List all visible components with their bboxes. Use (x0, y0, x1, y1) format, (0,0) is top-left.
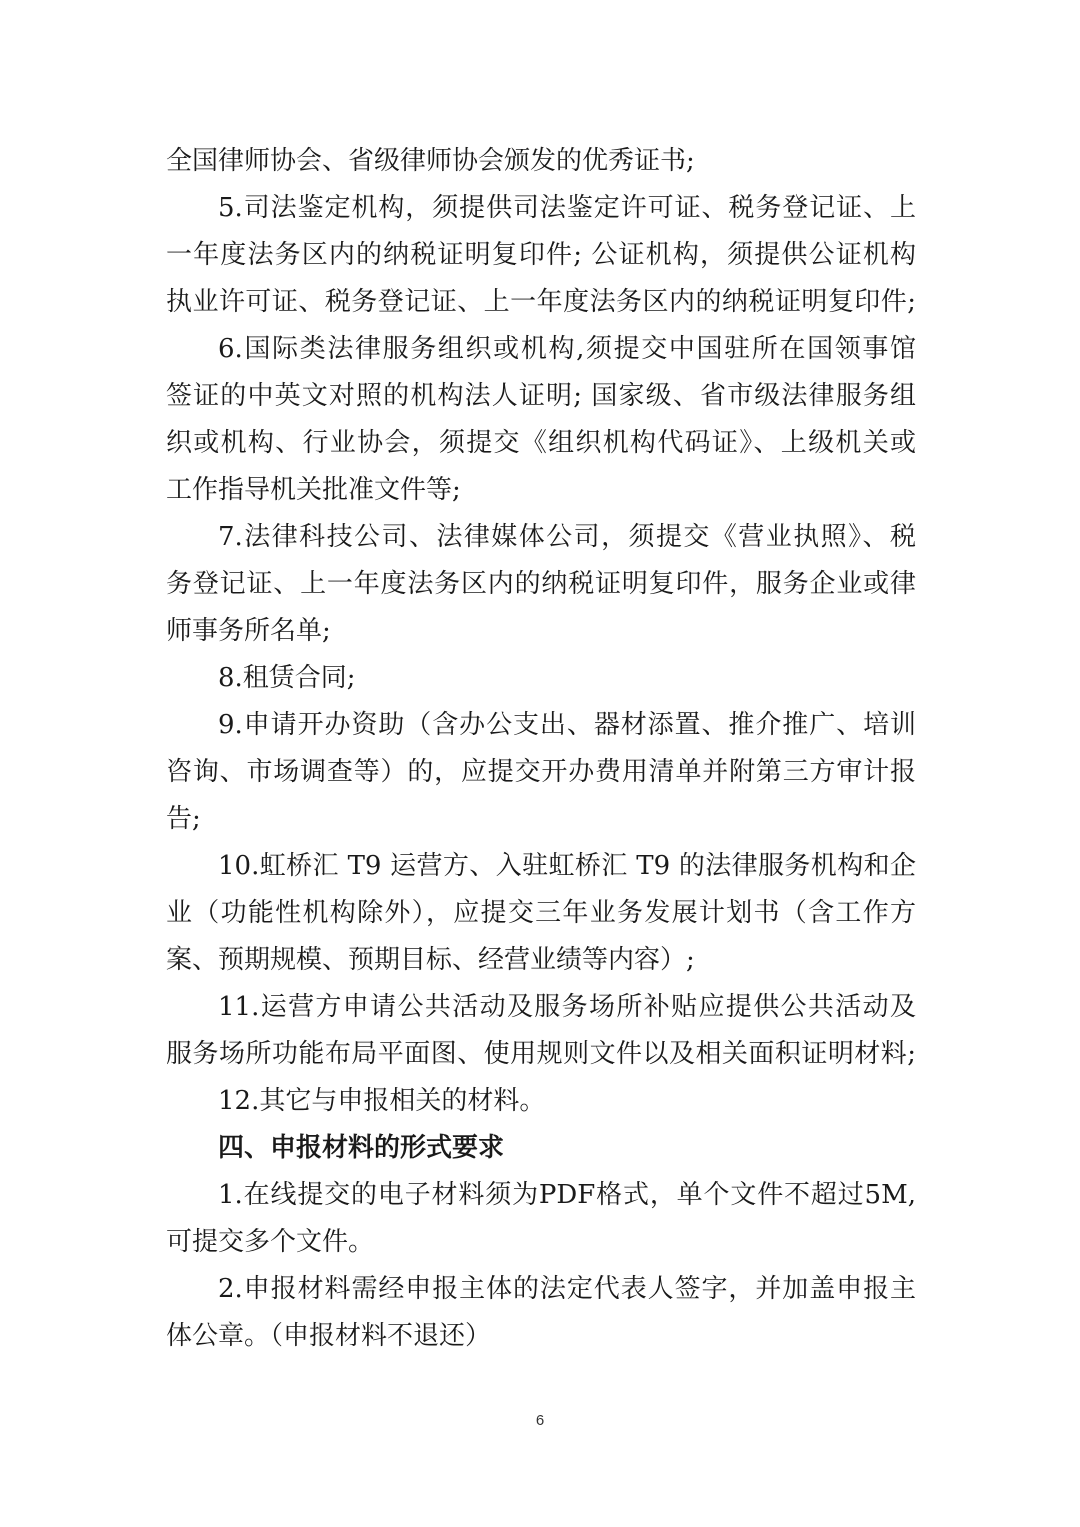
list-item-11: 11.运营方申请公共活动及服务场所补贴应提供公共活动及 (218, 992, 916, 1022)
text-line: 咨询、市场调查等）的，应提交开办费用清单并附第三方审计报 (166, 757, 916, 787)
text-line: 可提交多个文件。 (166, 1227, 375, 1257)
list-item-7: 7.法律科技公司、法律媒体公司，须提交《营业执照》、税 (218, 522, 916, 552)
text-line: 业（功能性机构除外），应提交三年业务发展计划书（含工作方 (166, 898, 916, 928)
section-heading: 四、申报材料的形式要求 (218, 1133, 505, 1163)
text-line: 全国律师协会、省级律师协会颁发的优秀证书; (166, 146, 695, 176)
text-line: 织或机构、行业协会，须提交《组织机构代码证》、上级机关或 (166, 428, 916, 458)
list-item-2: 2.申报材料需经申报主体的法定代表人签字，并加盖申报主 (218, 1274, 916, 1304)
text-line: 务登记证、上一年度法务区内的纳税证明复印件，服务企业或律 (166, 569, 916, 599)
list-item-8: 8.租赁合同; (218, 663, 356, 693)
list-item-9: 9.申请开办资助（含办公支出、器材添置、推介推广、培训 (218, 710, 916, 740)
page-number: 6 (535, 1412, 545, 1429)
text-line: 签证的中英文对照的机构法人证明; 国家级、省市级法律服务组 (166, 381, 916, 411)
text-line: 一年度法务区内的纳税证明复印件; 公证机构，须提供公证机构 (166, 240, 916, 270)
text-line: 执业许可证、税务登记证、上一年度法务区内的纳税证明复印件; (166, 287, 916, 317)
text-line: 服务场所功能布局平面图、使用规则文件以及相关面积证明材料; (166, 1039, 916, 1069)
text-line: 师事务所名单; (166, 616, 331, 646)
text-line: 工作指导机关批准文件等; (166, 475, 461, 505)
text-line: 告; (166, 804, 201, 834)
list-item-12: 12.其它与申报相关的材料。 (218, 1086, 546, 1116)
list-item-6: 6.国际类法律服务组织或机构,须提交中国驻所在国领事馆 (218, 334, 916, 364)
list-item-10: 10.虹桥汇 T9 运营方、入驻虹桥汇 T9 的法律服务机构和企 (218, 851, 916, 881)
list-item-5: 5.司法鉴定机构，须提供司法鉴定许可证、税务登记证、上 (218, 193, 916, 223)
list-item-1: 1.在线提交的电子材料须为PDF格式，单个文件不超过5M, (218, 1180, 916, 1210)
text-line: 体公章。（申报材料不退还） (166, 1321, 492, 1351)
text-line: 案、预期规模、预期目标、经营业绩等内容）; (166, 945, 695, 975)
